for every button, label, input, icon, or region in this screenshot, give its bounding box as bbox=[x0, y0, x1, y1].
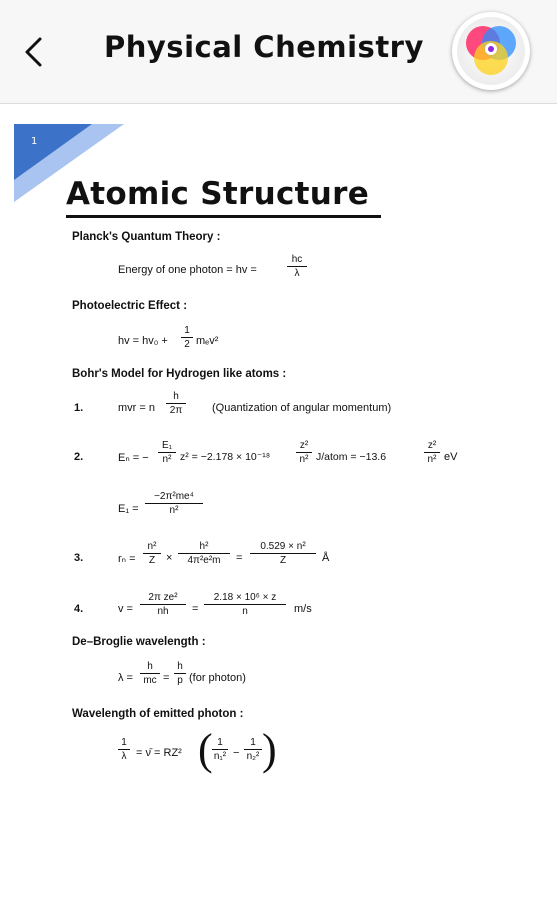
heading-underline bbox=[66, 215, 381, 218]
item-number: 4. bbox=[74, 603, 84, 615]
fraction-denominator: p bbox=[177, 675, 183, 686]
bohr-eq4-lhs: v = bbox=[118, 603, 133, 615]
back-button[interactable] bbox=[16, 30, 52, 74]
bohr-eq3-times: × bbox=[166, 552, 173, 564]
fraction-denominator: n₁² bbox=[213, 751, 227, 762]
fraction-numerator: 2π ze² bbox=[140, 592, 186, 605]
bohr-eq3-fraction-3 bbox=[250, 541, 316, 566]
chevron-left-icon bbox=[16, 30, 52, 74]
bohr-e1-fraction bbox=[145, 491, 203, 516]
section-title-debroglie: De–Broglie wavelength : bbox=[72, 636, 206, 648]
fraction-numerator: E₁ bbox=[158, 440, 176, 453]
fraction-denominator: mc bbox=[143, 675, 157, 686]
fraction-denominator: Z bbox=[148, 555, 156, 566]
bohr-eq4-equals: = bbox=[192, 603, 199, 615]
fraction-denominator: λ bbox=[294, 268, 300, 279]
bohr-eq3-fraction-1 bbox=[143, 541, 161, 566]
photoelectric-tail: mₑv² bbox=[196, 335, 219, 347]
fraction-numerator: z² bbox=[296, 440, 312, 453]
bohr-eq2-fraction-2 bbox=[296, 440, 312, 465]
debroglie-fraction-2 bbox=[174, 661, 186, 686]
fraction-denominator: 2π bbox=[169, 405, 183, 416]
wavelength-fraction-1 bbox=[118, 737, 130, 762]
bohr-eq4-unit: m/s bbox=[294, 603, 312, 615]
app-logo[interactable] bbox=[452, 12, 530, 90]
debroglie-note: (for photon) bbox=[189, 672, 246, 684]
bohr-e1-lhs: E₁ = bbox=[118, 503, 139, 515]
fraction-numerator: 1 bbox=[212, 737, 228, 750]
section-title-bohr: Bohr's Model for Hydrogen like atoms : bbox=[72, 368, 287, 380]
fraction-numerator: 0.529 × n² bbox=[250, 541, 316, 554]
debroglie-equals: = bbox=[163, 672, 170, 684]
wavelength-middle: = ν̄ = RZ² bbox=[136, 747, 182, 759]
bohr-eq3-lhs: rₙ = bbox=[118, 553, 136, 565]
right-paren: ) bbox=[262, 725, 277, 774]
debroglie-fraction-1 bbox=[140, 661, 160, 686]
fraction-denominator: 4π²e²m bbox=[187, 555, 221, 566]
bohr-eq2-unit: eV bbox=[444, 451, 458, 463]
debroglie-lhs: λ = bbox=[118, 672, 133, 684]
photoelectric-fraction bbox=[181, 325, 193, 350]
bohr-eq1-lhs: mvr = n bbox=[118, 402, 155, 414]
fraction-denominator: Z bbox=[279, 555, 287, 566]
wavelength-fraction-2 bbox=[212, 737, 228, 762]
planck-fraction bbox=[287, 254, 307, 279]
fraction-denominator: n₂² bbox=[246, 751, 260, 762]
section-title-planck: Planck's Quantum Theory : bbox=[72, 231, 221, 243]
section-title-wavelength: Wavelength of emitted photon : bbox=[72, 708, 244, 720]
section-title-photoelectric: Photoelectric Effect : bbox=[72, 300, 188, 312]
bohr-eq3-fraction-2 bbox=[178, 541, 230, 566]
app-title: Physical Chemistry bbox=[104, 30, 424, 64]
fraction-numerator: 1 bbox=[181, 325, 193, 338]
fraction-numerator: h bbox=[166, 391, 186, 404]
fraction-denominator: nh bbox=[157, 606, 169, 617]
fraction-numerator: h bbox=[140, 661, 160, 674]
page-number: 1 bbox=[31, 136, 38, 147]
fraction-denominator: n² bbox=[299, 454, 309, 465]
bohr-eq2-middle-2: J/atom = −13.6 bbox=[316, 451, 387, 463]
fraction-numerator: 2.18 × 10⁶ × z bbox=[204, 592, 286, 605]
app-bar bbox=[0, 0, 557, 104]
bohr-eq4-fraction-1 bbox=[140, 592, 186, 617]
fraction-denominator: 2 bbox=[184, 339, 190, 350]
bohr-eq3-equals: = bbox=[236, 552, 243, 564]
item-number: 1. bbox=[74, 402, 84, 414]
fraction-numerator: h² bbox=[178, 541, 230, 554]
item-number: 3. bbox=[74, 552, 84, 564]
fraction-numerator: 1 bbox=[244, 737, 262, 750]
wavelength-fraction-3 bbox=[244, 737, 262, 762]
planck-equation: Energy of one photon = hv = bbox=[118, 264, 257, 276]
fraction-numerator: h bbox=[174, 661, 186, 674]
page-heading: Atomic Structure bbox=[66, 176, 370, 212]
bohr-eq4-fraction-2 bbox=[204, 592, 286, 617]
fraction-denominator: n² bbox=[162, 454, 172, 465]
item-number: 2. bbox=[74, 451, 84, 463]
fraction-numerator: n² bbox=[143, 541, 161, 554]
fraction-numerator: z² bbox=[424, 440, 440, 453]
bohr-eq3-unit: Å bbox=[322, 552, 330, 564]
fraction-numerator: −2π²me⁴ bbox=[145, 491, 203, 504]
fraction-denominator: n bbox=[242, 606, 248, 617]
bohr-eq1-note: (Quantization of angular momentum) bbox=[212, 402, 392, 414]
left-paren: ( bbox=[198, 725, 213, 774]
bohr-eq2-fraction-3 bbox=[424, 440, 440, 465]
photoelectric-equation: hv = hv₀ + bbox=[118, 335, 168, 347]
bohr-eq2-middle: z² = −2.178 × 10⁻¹⁸ bbox=[180, 451, 271, 463]
fraction-denominator: n² bbox=[427, 454, 437, 465]
wavelength-minus: − bbox=[233, 747, 240, 759]
fraction-numerator: 1 bbox=[118, 737, 130, 750]
fraction-denominator: λ bbox=[121, 751, 127, 762]
fraction-numerator: hc bbox=[287, 254, 307, 267]
bohr-eq2-lhs: Eₙ = − bbox=[118, 452, 149, 464]
bohr-eq2-fraction-1 bbox=[158, 440, 176, 465]
venn-diagram-logo-icon bbox=[452, 12, 530, 90]
bohr-eq1-fraction bbox=[166, 391, 186, 416]
fraction-denominator: n² bbox=[169, 505, 179, 516]
